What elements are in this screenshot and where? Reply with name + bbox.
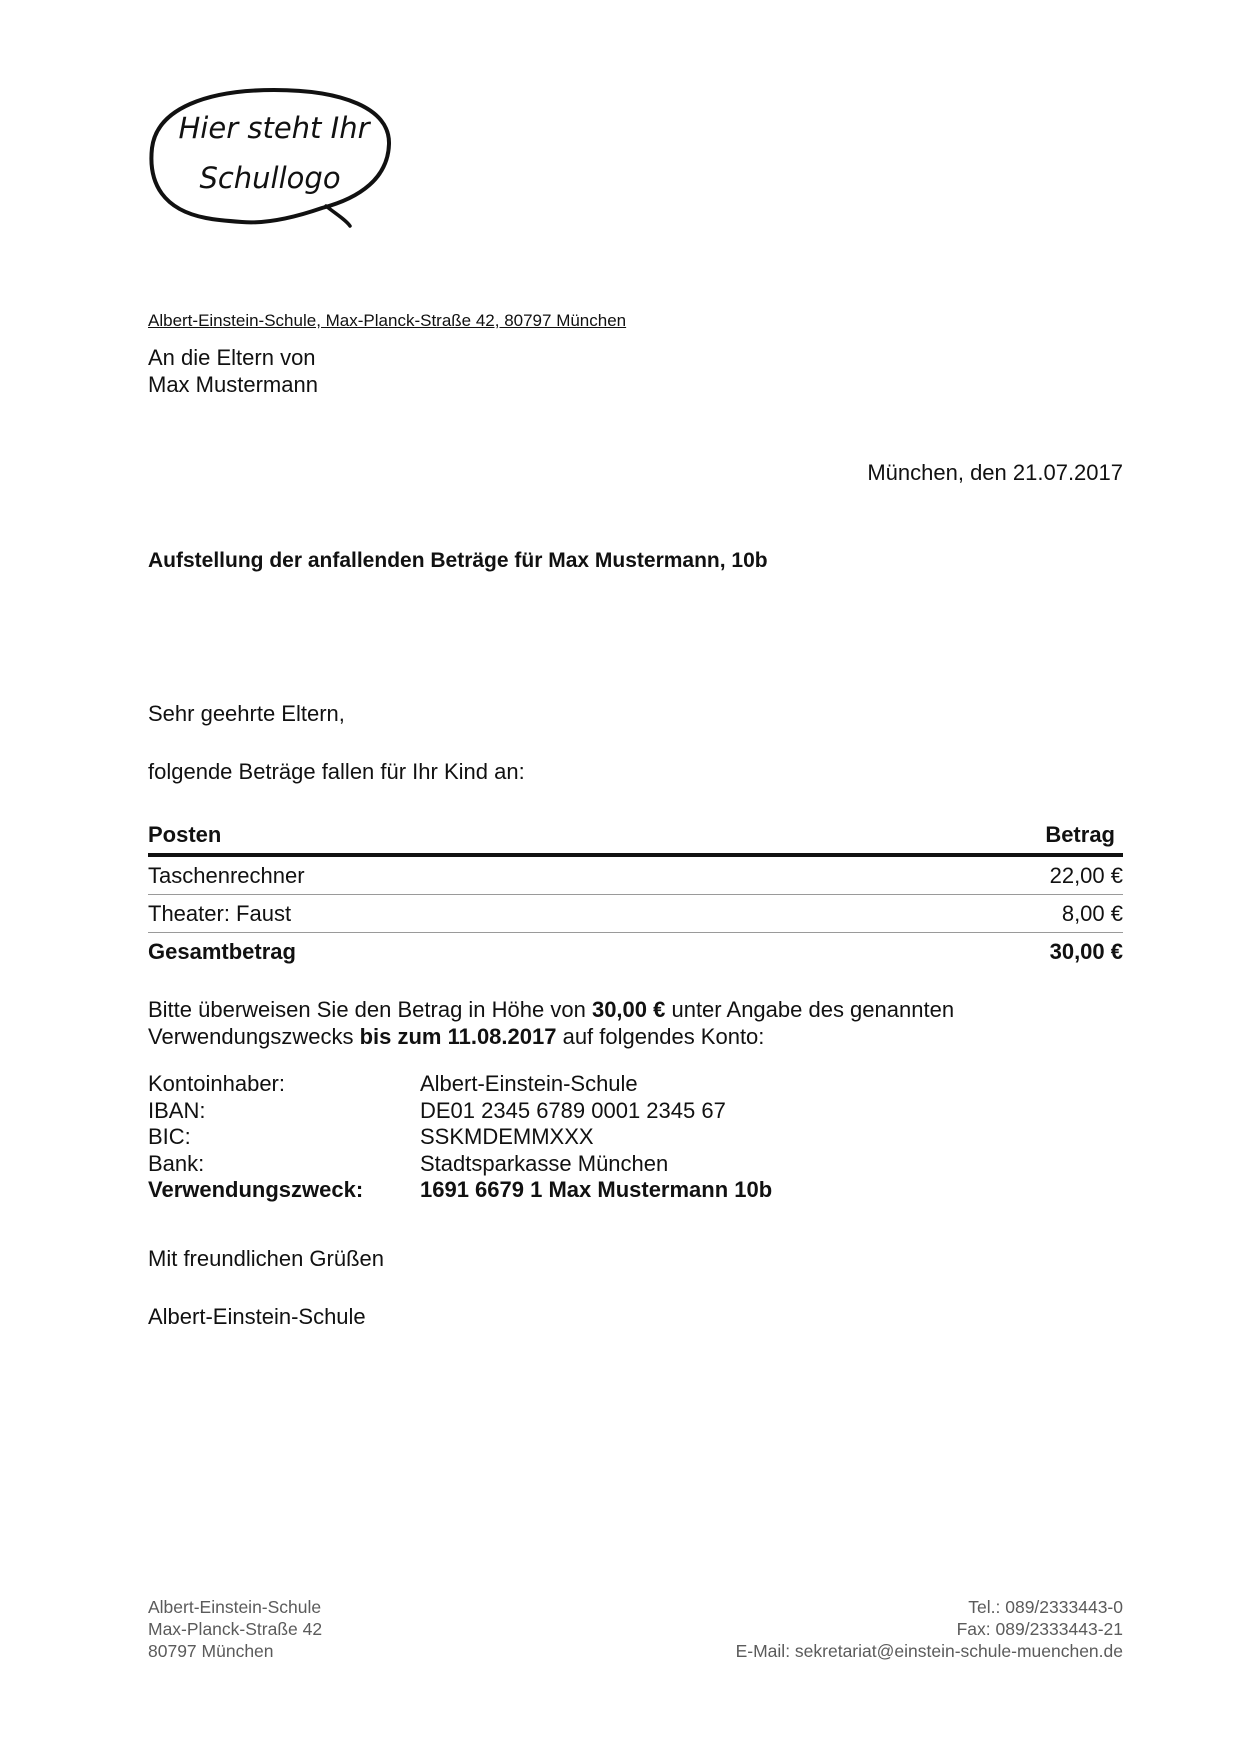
transfer-text: auf folgendes Konto:: [556, 1024, 765, 1049]
holder-label: Kontoinhaber:: [148, 1071, 285, 1096]
bic-value: SSKMDEMMXXX: [420, 1124, 594, 1149]
school-logo: [146, 86, 394, 230]
footer-name: Albert-Einstein-Schule: [148, 1597, 322, 1617]
holder-value: Albert-Einstein-Schule: [420, 1071, 638, 1096]
header-item: Posten: [148, 822, 222, 847]
logo-text-line1: Hier steht Ihr: [178, 111, 370, 145]
total-label: Gesamtbetrag: [148, 938, 296, 964]
iban-value: DE01 2345 6789 0001 2345 67: [420, 1097, 726, 1123]
row-item: Theater: Faust: [148, 900, 292, 926]
total-amount: 30,00 €: [1049, 938, 1123, 964]
intro-text: folgende Beträge fallen für Ihr Kind an:: [148, 759, 525, 784]
signer: Albert-Einstein-Schule: [148, 1304, 366, 1329]
footer-address: [148, 1596, 322, 1662]
transfer-deadline: bis zum 11.08.2017: [359, 1024, 557, 1049]
logo-text-line2: Schullogo: [199, 161, 341, 195]
recipient-block: [148, 344, 318, 398]
row-amount: 8,00 €: [1061, 900, 1123, 926]
salutation: Sehr geehrte Eltern,: [148, 701, 345, 726]
purpose-value: 1691 6679 1 Max Mustermann 10b: [420, 1177, 773, 1202]
logo-bubble-icon: [146, 86, 394, 230]
bank-details: [148, 1071, 772, 1204]
footer-contact: [736, 1596, 1123, 1662]
table-header: [148, 817, 1123, 857]
transfer-text: unter Angabe des genannten: [665, 997, 955, 1022]
amounts-table: [148, 817, 1123, 970]
closing: Mit freundlichen Grüßen: [148, 1246, 384, 1271]
footer-fax: Fax: 089/2333443-21: [956, 1619, 1123, 1639]
transfer-amount: 30,00 €: [591, 997, 666, 1022]
bank-row-holder: [148, 1071, 772, 1098]
table-total-row: [148, 933, 1123, 970]
bank-label: Bank:: [148, 1150, 205, 1176]
table-row: [148, 857, 1123, 895]
transfer-line-2: [148, 1023, 954, 1050]
footer-city: 80797 München: [148, 1641, 274, 1661]
transfer-line-1: [148, 996, 954, 1023]
header-amount: Betrag: [1045, 822, 1115, 847]
transfer-instructions: [148, 996, 954, 1050]
recipient-line-1: An die Eltern von: [148, 345, 316, 370]
bank-row-iban: [148, 1098, 772, 1125]
iban-label: IBAN:: [148, 1097, 206, 1123]
bank-row-purpose: [148, 1177, 772, 1204]
recipient-line-2: Max Mustermann: [148, 372, 318, 397]
bic-label: BIC:: [148, 1124, 191, 1149]
purpose-label: Verwendungszweck:: [148, 1177, 364, 1202]
table-row: [148, 895, 1123, 933]
footer-street: Max-Planck-Straße 42: [148, 1619, 323, 1639]
bank-row-bic: [148, 1124, 772, 1151]
row-item: Taschenrechner: [148, 862, 305, 888]
letter-date: München, den 21.07.2017: [867, 460, 1123, 485]
letter-subject: Aufstellung der anfallenden Beträge für Max Mustermann, 10b: [148, 549, 768, 572]
row-amount: 22,00 €: [1049, 862, 1123, 888]
bank-row-name: [148, 1151, 772, 1178]
footer-email: E-Mail: sekretariat@einstein-schule-muenchen.de: [735, 1641, 1123, 1661]
sender-address-line: Albert-Einstein-Schule, Max-Planck-Straße 42, 80797 München: [148, 311, 627, 330]
transfer-text: Verwendungszwecks: [148, 1024, 360, 1049]
bank-value: Stadtsparkasse München: [420, 1150, 669, 1176]
transfer-text: Bitte überweisen Sie den Betrag in Höhe von: [148, 997, 592, 1022]
footer-tel: Tel.: 089/2333443-0: [968, 1597, 1123, 1617]
